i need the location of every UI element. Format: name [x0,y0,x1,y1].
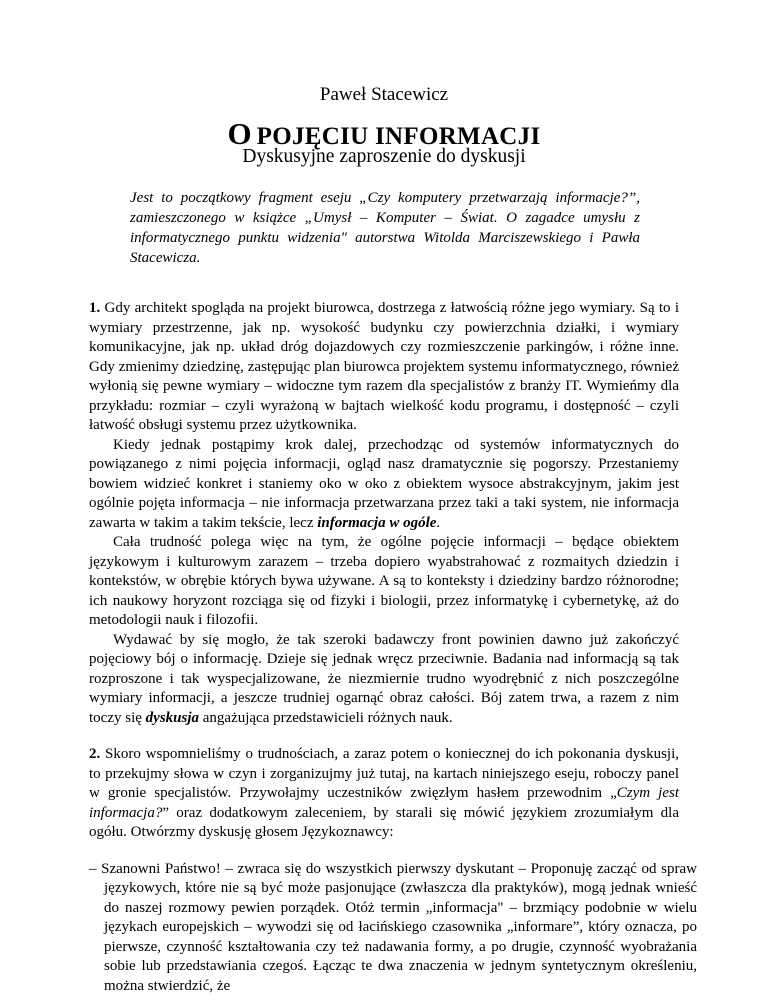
document-subtitle: Dyskusyjne zaproszenie do dyskusji [0,146,768,168]
section1-paragraph2: Kiedy jednak postąpimy krok dalej, przechodząc od systemów informatycznych do powiązanego z nimi pojęcia informacji, ogląd nasz dramatycznie się pogorszy. Przestaniemy bowiem widzieć konkret i staniemy oko w oko z obiektem wysoce abstrakcyjnym, jakim jest ogólnie pojęta informacja – nie informacja przetwarzana przez taki a taki system, nie informacja zawarta w takim a takim tekście, lecz informacja w ogóle. [89,436,679,534]
linguist-speech: – Szanowni Państwo! – zwraca się do wszystkich pierwszy dyskutant – Proponuję zacząć od spraw językowych, które nie są być może pasjonujące (zwłaszcza dla praktyków), mogą jednak wnieść do naszej rozmowy pewien porządek. Otóż termin „informacja" – brzmiący podobnie w wielu językach europejskich – wywodzi się od łacińskiego czasownika „informare”, który oznacza, po pierwsze, czynność kształtowania czy też nadawania formy, a po drugie, czynność wyobrażania sobie lub przedstawiania czegoś. Łącząc te dwa znaczenia w jednym syntetycznym określeniu, można stwierdzić, że [89,860,697,996]
section1-number: 1. [89,300,100,316]
title-first-letter: O [228,116,253,151]
title-rest: POJĘCIU INFORMACJI [257,123,541,150]
emphasis-dyskusja: dyskusja [146,710,199,726]
section1-paragraph1: 1. Gdy architekt spogląda na projekt biurowca, dostrzega z łatwością różne jego wymiary. Są to i wymiary przestrzenne, jak np. wysokość budynku czy powierzchnia działki, i wymiary komunikacyjne, jak np. układ dróg dojazdowych czy rozmieszczenie parkingów, i różne inne. Gdy zmienimy dziedzinę, zastępując plan biurowca projektem systemu informatycznego, również wyłonią się pewne wymiary – widoczne tym razem dla specjalistów z branży IT. Wymieńmy dla przykładu: rozmiar – czyli wyrażoną w bajtach wielkość kodu programu, i dostępność – czyli łatwość obsługi systemu przez użytkownika. [89,299,679,436]
section2-paragraph1: 2. Skoro wspomnieliśmy o trudnościach, a zaraz potem o koniecznej do ich pokonania dyskusji, to przekujmy słowa w czyn i zorganizujmy już tutaj, na kartach niniejszego eseju, roboczy panel w gronie specjalistów. Przywołajmy uczestników zwięzłym hasłem przewodnim „Czym jest informacja?” oraz dodatkowym zaleceniem, by starali się mówić językiem zrozumiałym dla ogółu. Otwórzmy dyskusję głosem Językoznawcy: [89,745,679,843]
emphasis-czym-jest-informacja: Czym jest informacja? [89,785,679,821]
abstract-note: Jest to początkowy fragment eseju „Czy komputery przetwarzają informacje?”, zamieszczonego w książce „Umysł – Komputer – Świat. O zagadce umysłu z informatycznego punktu widzenia" autorstwa Witolda Marciszewskiego i Pawła Stacewicza. [130,188,640,268]
section1-paragraph3: Cała trudność polega więc na tym, że ogólne pojęcie informacji – będące obiektem językowym i kulturowym zarazem – trzeba dopiero wyabstrahować z rozmaitych dziedzin i kontekstów, w obrębie których bywa używane. A są to konteksty i dziedziny bardzo różnorodne; ich naukowy horyzont rozciąga się od fizyki i biologii, przez informatykę i cybernetykę, aż do metodologii nauk i filozofii. [89,533,679,631]
section1-paragraph4: Wydawać by się mogło, że tak szeroki badawczy front powinien dawno już zakończyć pojęciowy bój o informację. Dzieje się jednak wręcz przeciwnie. Badania nad informacją są tak rozproszone i tak wyspecjalizowane, że niezmiernie trudno wyodrębnić z nich poszczególne wymiary informacji, a jeszcze trudniej ogarnąć obraz całości. Bój zatem trwa, a razem z nim toczy się dyskusja angażująca przedstawicieli różnych nauk. [89,631,679,729]
author-name: Paweł Stacewicz [0,84,768,106]
emphasis-informacja-w-ogole: informacja w ogóle [317,515,436,531]
body-text [89,299,679,996]
section2-number: 2. [89,746,100,762]
